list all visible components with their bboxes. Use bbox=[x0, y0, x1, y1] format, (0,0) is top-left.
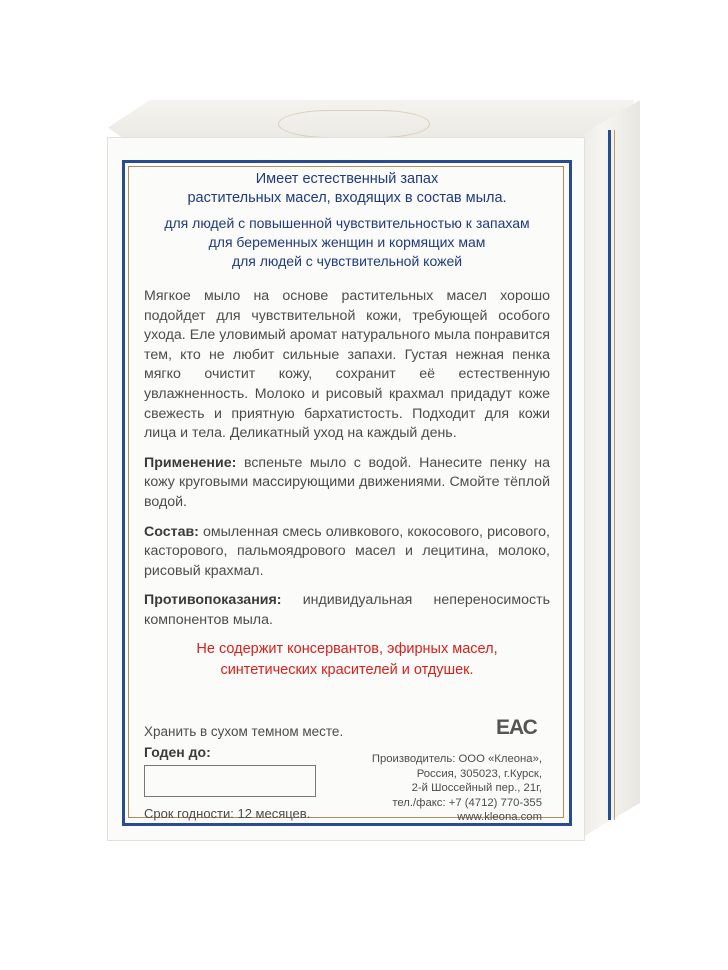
storage-note: Хранить в сухом темном месте. bbox=[144, 724, 344, 739]
warning-line: Не содержит консервантов, эфирных масел, bbox=[196, 640, 498, 657]
manufacturer-line: 2-й Шоссейный пер., 21г, bbox=[411, 782, 542, 795]
audience-list bbox=[144, 214, 550, 271]
manufacturer-website: www.kleona.com bbox=[457, 811, 542, 824]
contraindications-label: Противопоказания: bbox=[144, 592, 282, 609]
manufacturer-line: тел./факс: +7 (4712) 770-355 bbox=[392, 796, 542, 809]
product-description: Мягкое мыло на основе растительных масел хорошо подойдет для чувствительной кожи, требующей особого ухода. Еле уловимый аромат натурального мыла понравится тем, кто не любит сильные запахи. Густая нежная пенка мягко очистит кожу, сохранит её естественную увлажненность. Молоко и рисовый крахмал придадут коже свежесть и приятную бархатистость. Подходит для кожи лица и тела. Деликатный уход на каждый день. bbox=[144, 288, 550, 442]
side-stripe-blue bbox=[608, 130, 611, 820]
embossed-logo bbox=[278, 110, 430, 138]
manufacturer-line: Производитель: ООО «Клеона», bbox=[371, 753, 542, 765]
label-content bbox=[144, 170, 550, 681]
eac-certification-icon: ЕАС bbox=[496, 716, 537, 739]
audience-item: для людей с чувствительной кожей bbox=[231, 253, 463, 269]
scent-note bbox=[144, 170, 550, 208]
scent-note-line2: растительных масел, входящих в состав мыла. bbox=[187, 190, 507, 206]
usage-label: Применение: bbox=[144, 454, 237, 471]
usage-text: вспеньте мыло с водой. Нанесите пенку на кожу круговыми массирующими движениями. Смойте тёплой водой. bbox=[144, 454, 550, 510]
composition-label: Состав: bbox=[144, 523, 199, 540]
shelf-life: Срок годности: 12 месяцев. bbox=[144, 806, 311, 821]
warning-line: синтетических красителей и отдушек. bbox=[220, 661, 474, 678]
side-stripe-gold bbox=[614, 130, 615, 820]
best-before-date-box bbox=[144, 765, 316, 797]
contraindications-text: индивидуальная непереносимость компонентов мыла. bbox=[144, 592, 550, 628]
audience-item: для беременных женщин и кормящих мам bbox=[208, 234, 486, 250]
contraindications-section bbox=[144, 591, 550, 630]
composition-text: омыленная смесь оливкового, кокосового, рисового, касторового, пальмоядрового масел и лецитина, молоко, рисовый крахмал. bbox=[144, 523, 550, 579]
usage-section bbox=[144, 454, 550, 513]
composition-section bbox=[144, 523, 550, 582]
scent-note-line1: Имеет естественный запах bbox=[255, 171, 439, 187]
free-from-warning bbox=[144, 639, 550, 681]
best-before-label: Годен до: bbox=[144, 744, 211, 760]
manufacturer-line: Россия, 305023, г.Курск, bbox=[416, 767, 542, 780]
manufacturer-info bbox=[356, 752, 542, 825]
audience-item: для людей с повышенной чувствительностью к запахам bbox=[164, 215, 530, 231]
